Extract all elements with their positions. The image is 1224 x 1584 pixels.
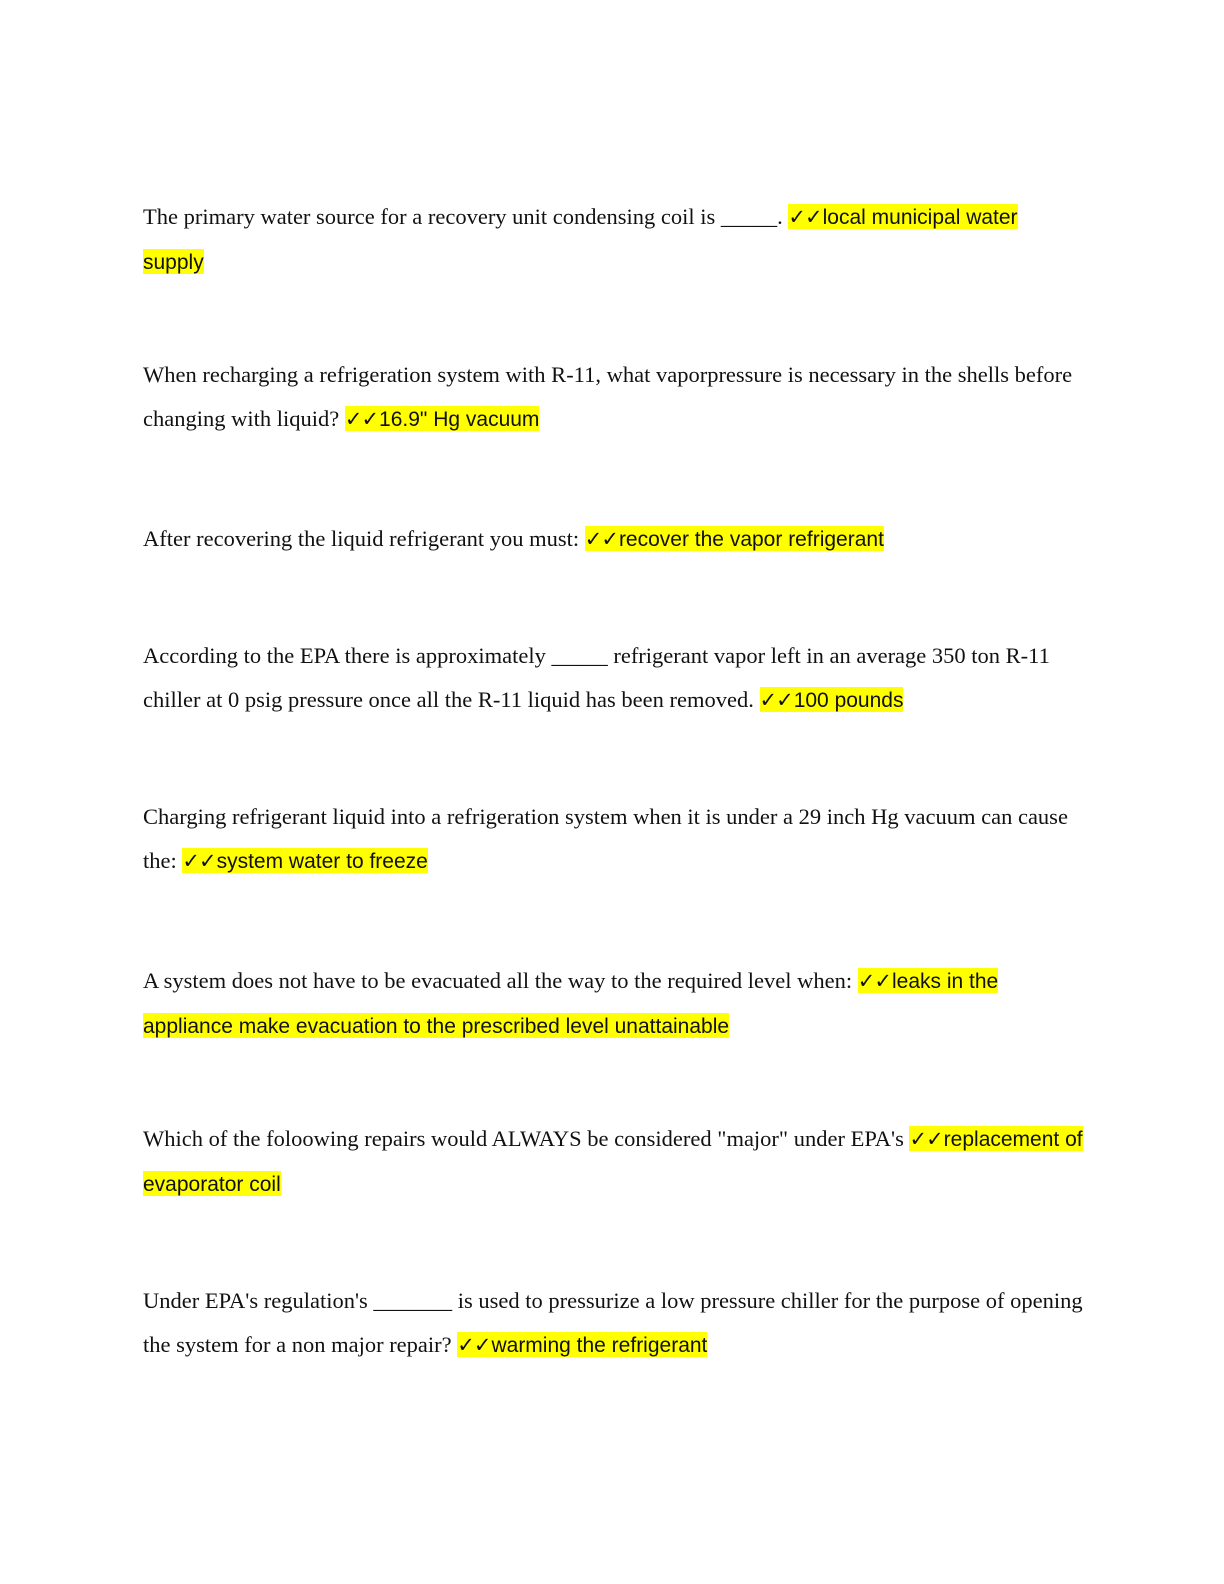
double-check-icon: ✓✓ [457,1333,491,1357]
answer-text: local municipal water supply [143,206,1018,274]
question-text: When recharging a refrigeration system with R-11, what vaporpressure is necessary in the shells before changing with liquid? [143,362,1073,431]
qa-item [143,1279,1083,1368]
qa-item [143,795,1083,884]
answer-text: 100 pounds [793,689,904,712]
answer-text: replacement of evaporator coil [143,1128,1083,1196]
answer-text: warming the refrigerant [491,1334,708,1357]
question-text: A system does not have to be evacuated all the way to the required level when: [143,968,853,993]
question-text: After recovering the liquid refrigerant you must: [143,526,580,551]
answer-text: recover the vapor refrigerant [618,528,884,551]
double-check-icon: ✓✓ [788,205,822,229]
answer-highlight [345,406,540,431]
double-check-icon: ✓✓ [344,407,379,431]
answer-text: leaks in the appliance make evacuation to the prescribed level unattainable [143,970,999,1038]
question-text: Under EPA's regulation's _______ is used to pressurize a low pressure chiller for the purpose of opening the system for a non major repair? [143,1288,1083,1357]
question-text: The primary water source for a recovery unit condensing coil is _____. [143,204,783,229]
double-check-icon: ✓✓ [909,1127,943,1151]
question-text: According to the EPA there is approximately _____ refrigerant vapor left in an average 350 ton R-11 chiller at 0 psig pressure once all the R-11 liquid has been removed. [143,643,1050,712]
qa-item [143,1117,1083,1207]
qa-item [143,195,1083,285]
double-check-icon: ✓✓ [759,688,793,712]
answer-text: 16.9" Hg vacuum [379,408,540,431]
double-check-icon: ✓✓ [857,969,891,993]
answer-highlight [760,687,904,712]
double-check-icon: ✓✓ [182,849,216,873]
answer-text: system water to freeze [216,850,428,873]
answer-highlight [182,848,427,873]
qa-item [143,517,1083,562]
qa-item [143,959,1083,1049]
question-text: Which of the foloowing repairs would ALWAYS be considered "major" under EPA's [143,1126,904,1151]
qa-item [143,634,1083,723]
answer-highlight [457,1332,707,1357]
question-text: Charging refrigerant liquid into a refrigeration system when it is under a 29 inch Hg vacuum can cause the: [143,804,1068,873]
double-check-icon: ✓✓ [584,527,618,551]
answer-highlight [585,526,884,551]
qa-item [143,353,1083,442]
